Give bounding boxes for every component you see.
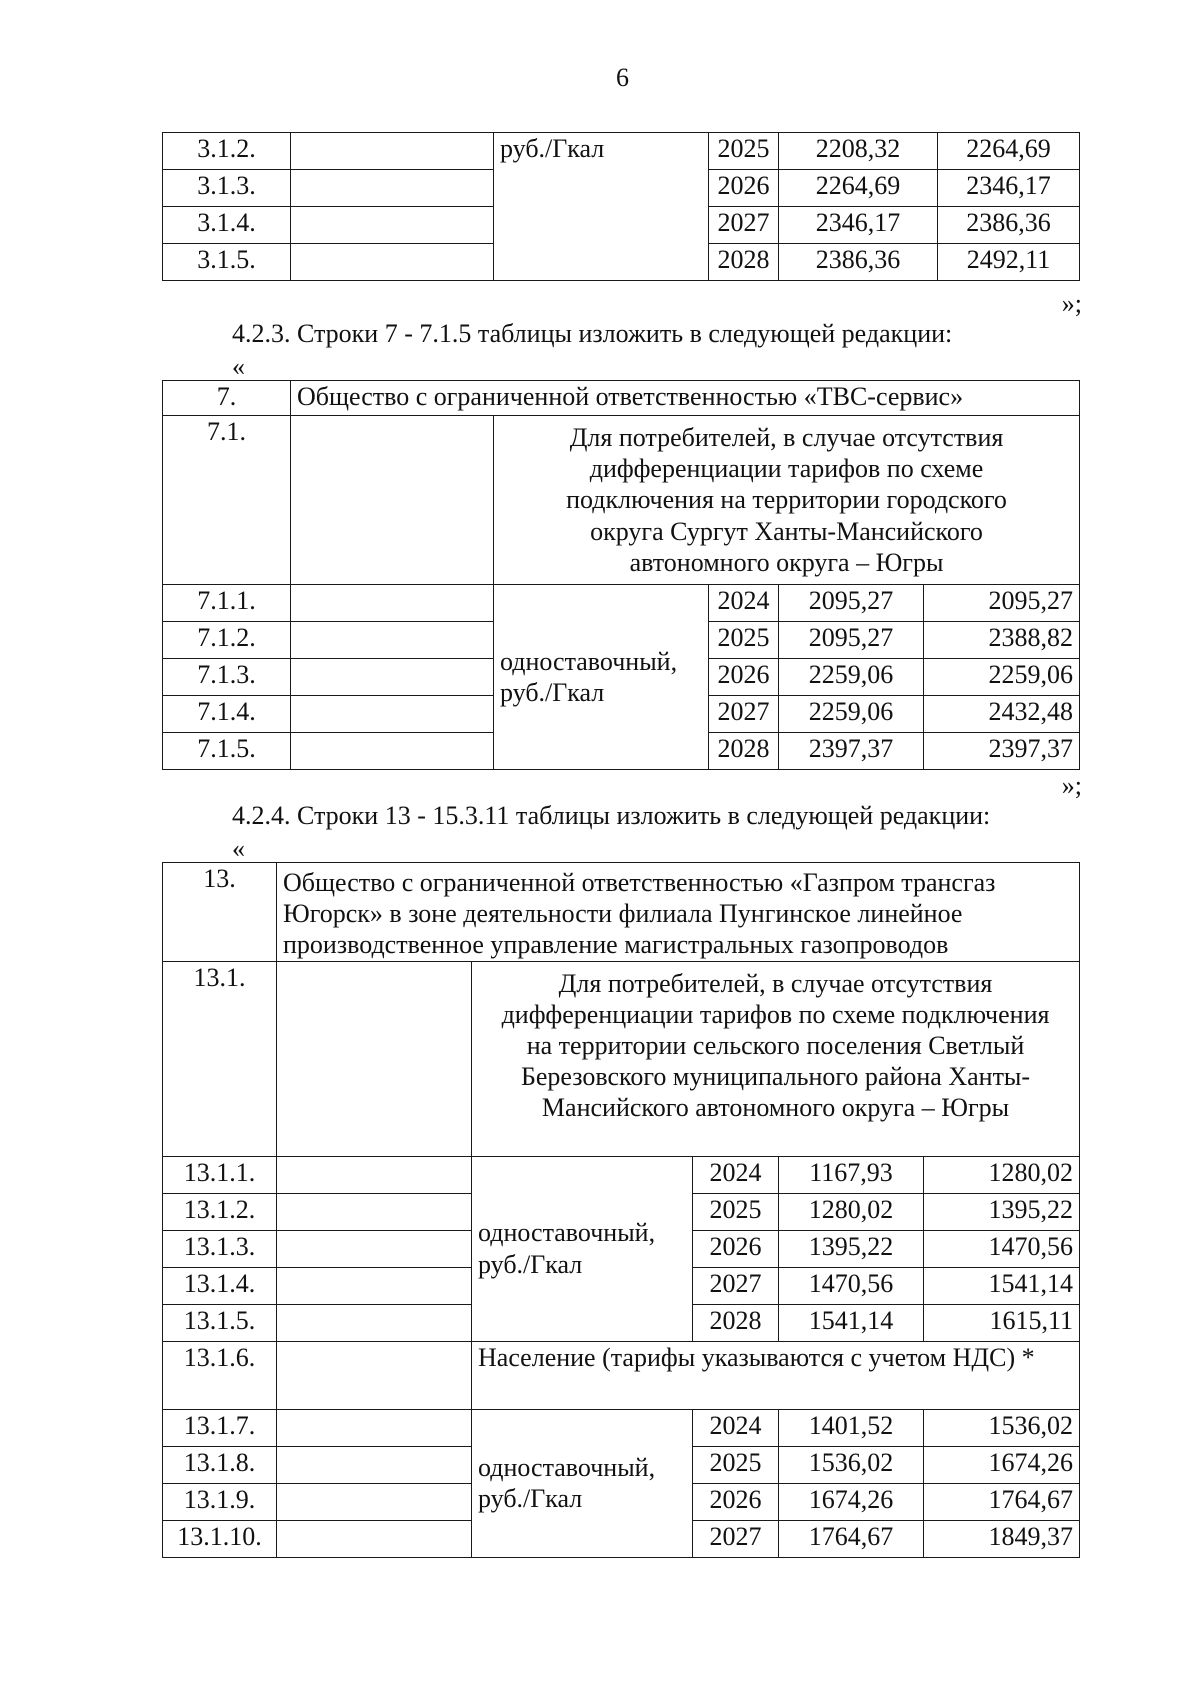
unit-cell: одноставочный, руб./Гкал	[472, 1156, 693, 1341]
row-number: 3.1.2.	[163, 133, 291, 170]
value-cell: 2346,17	[779, 207, 938, 244]
population-note: Население (тарифы указываются с учетом НДС) *	[472, 1341, 1080, 1409]
value-cell: 1674,26	[924, 1446, 1080, 1483]
closing-quote: »;	[1061, 771, 1082, 800]
value-cell: 2208,32	[779, 133, 938, 170]
empty-cell	[291, 658, 494, 695]
tariff-table-tvs-service	[162, 380, 1080, 770]
value-cell: 1280,02	[779, 1193, 924, 1230]
value-cell: 1401,52	[779, 1409, 924, 1446]
row-number: 13.1.1.	[163, 1156, 277, 1193]
row-number: 3.1.3.	[163, 170, 291, 207]
empty-cell	[291, 584, 494, 621]
value-cell: 2397,37	[924, 732, 1080, 769]
value-cell: 1395,22	[779, 1230, 924, 1267]
year-cell: 2025	[709, 621, 779, 658]
value-cell: 2397,37	[779, 732, 924, 769]
year-cell: 2027	[693, 1520, 779, 1557]
value-cell: 2388,82	[924, 621, 1080, 658]
row-number: 13.1.7.	[163, 1409, 277, 1446]
row-number: 7.1.5.	[163, 732, 291, 769]
row-number: 13.1.8.	[163, 1446, 277, 1483]
row-number: 3.1.5.	[163, 244, 291, 281]
value-cell: 2095,27	[779, 621, 924, 658]
value-cell: 1615,11	[924, 1304, 1080, 1341]
year-cell: 2026	[693, 1483, 779, 1520]
row-number: 7.1.2.	[163, 621, 291, 658]
empty-cell	[291, 244, 494, 281]
value-cell: 1541,14	[779, 1304, 924, 1341]
year-cell: 2027	[709, 207, 779, 244]
value-cell: 1541,14	[924, 1267, 1080, 1304]
year-cell: 2024	[709, 584, 779, 621]
empty-cell	[291, 695, 494, 732]
row-number: 13.1.2.	[163, 1193, 277, 1230]
value-cell: 1470,56	[779, 1267, 924, 1304]
empty-cell	[277, 1520, 472, 1557]
row-number: 7.1.1.	[163, 584, 291, 621]
value-cell: 1764,67	[924, 1483, 1080, 1520]
value-cell: 2264,69	[938, 133, 1080, 170]
table-row	[163, 381, 1080, 416]
value-cell: 1280,02	[924, 1156, 1080, 1193]
table-row	[163, 416, 1080, 585]
value-cell: 2386,36	[779, 244, 938, 281]
empty-cell	[291, 170, 494, 207]
year-cell: 2027	[709, 695, 779, 732]
year-cell: 2027	[693, 1267, 779, 1304]
value-cell: 1674,26	[779, 1483, 924, 1520]
table-row	[163, 1156, 1080, 1193]
empty-cell	[277, 1304, 472, 1341]
row-number: 13.1.5.	[163, 1304, 277, 1341]
value-cell: 2432,48	[924, 695, 1080, 732]
value-cell: 2259,06	[779, 658, 924, 695]
org-number: 13.	[163, 863, 277, 962]
year-cell: 2028	[709, 732, 779, 769]
group-description: Для потребителей, в случае отсутствия дифференциации тарифов по схеме подключения на территории сельского поселения Светлый Березовского муниципального района Ханты-Мансийского автономного округа – Югры	[472, 961, 1080, 1156]
empty-cell	[277, 1193, 472, 1230]
empty-cell	[277, 961, 472, 1156]
year-cell: 2028	[693, 1304, 779, 1341]
paragraph-4-2-3: 4.2.3. Строки 7 - 7.1.5 таблицы изложить в следующей редакции:	[232, 319, 953, 348]
value-cell: 2095,27	[924, 584, 1080, 621]
table-row	[163, 1341, 1080, 1409]
row-number: 13.1.4.	[163, 1267, 277, 1304]
empty-cell	[291, 732, 494, 769]
value-cell: 1536,02	[924, 1409, 1080, 1446]
value-cell: 2259,06	[924, 658, 1080, 695]
group-number: 7.1.	[163, 416, 291, 585]
tariff-table-gazprom-transgaz	[162, 862, 1080, 1558]
empty-cell	[277, 1341, 472, 1409]
empty-cell	[291, 133, 494, 170]
year-cell: 2026	[709, 170, 779, 207]
row-number: 3.1.4.	[163, 207, 291, 244]
year-cell: 2026	[709, 658, 779, 695]
opening-quote: «	[232, 352, 245, 381]
row-number: 13.1.6.	[163, 1341, 277, 1409]
year-cell: 2025	[693, 1193, 779, 1230]
opening-quote: «	[232, 834, 245, 863]
unit-cell: одноставочный, руб./Гкал	[472, 1409, 693, 1557]
empty-cell	[291, 207, 494, 244]
year-cell: 2024	[693, 1156, 779, 1193]
row-number: 13.1.9.	[163, 1483, 277, 1520]
value-cell: 1470,56	[924, 1230, 1080, 1267]
year-cell: 2025	[693, 1446, 779, 1483]
value-cell: 1764,67	[779, 1520, 924, 1557]
org-name: Общество с ограниченной ответственностью «ТВС-сервис»	[291, 381, 1080, 416]
page-number: 6	[616, 63, 629, 92]
closing-quote: »;	[1061, 289, 1082, 318]
row-number: 7.1.3.	[163, 658, 291, 695]
table-row	[163, 1409, 1080, 1446]
value-cell: 1167,93	[779, 1156, 924, 1193]
table-row	[163, 863, 1080, 962]
empty-cell	[277, 1446, 472, 1483]
group-description: Для потребителей, в случае отсутствия дифференциации тарифов по схеме подключения на территории городского округа Сургут Ханты-Мансийского автономного округа – Югры	[494, 416, 1080, 585]
value-cell: 2095,27	[779, 584, 924, 621]
value-cell: 1395,22	[924, 1193, 1080, 1230]
empty-cell	[277, 1267, 472, 1304]
year-cell: 2025	[709, 133, 779, 170]
value-cell: 2259,06	[779, 695, 924, 732]
value-cell: 2264,69	[779, 170, 938, 207]
value-cell: 2346,17	[938, 170, 1080, 207]
empty-cell	[291, 416, 494, 585]
empty-cell	[277, 1483, 472, 1520]
year-cell: 2028	[709, 244, 779, 281]
year-cell: 2024	[693, 1409, 779, 1446]
org-number: 7.	[163, 381, 291, 416]
empty-cell	[277, 1230, 472, 1267]
value-cell: 1849,37	[924, 1520, 1080, 1557]
empty-cell	[277, 1409, 472, 1446]
unit-cell: руб./Гкал	[494, 133, 709, 281]
value-cell: 2492,11	[938, 244, 1080, 281]
value-cell: 1536,02	[779, 1446, 924, 1483]
paragraph-4-2-4: 4.2.4. Строки 13 - 15.3.11 таблицы изложить в следующей редакции:	[232, 801, 991, 830]
row-number: 13.1.3.	[163, 1230, 277, 1267]
org-name: Общество с ограниченной ответственностью «Газпром трансгаз Югорск» в зоне деятельности филиала Пунгинское линейное производственное управление магистральных газопроводов	[277, 863, 1080, 962]
unit-cell: одноставочный, руб./Гкал	[494, 584, 709, 769]
table-row	[163, 584, 1080, 621]
table-row	[163, 961, 1080, 1156]
tariff-table-continued	[162, 132, 1080, 281]
empty-cell	[291, 621, 494, 658]
year-cell: 2026	[693, 1230, 779, 1267]
row-number: 13.1.10.	[163, 1520, 277, 1557]
row-number: 7.1.4.	[163, 695, 291, 732]
empty-cell	[277, 1156, 472, 1193]
table-row	[163, 133, 1080, 170]
group-number: 13.1.	[163, 961, 277, 1156]
value-cell: 2386,36	[938, 207, 1080, 244]
